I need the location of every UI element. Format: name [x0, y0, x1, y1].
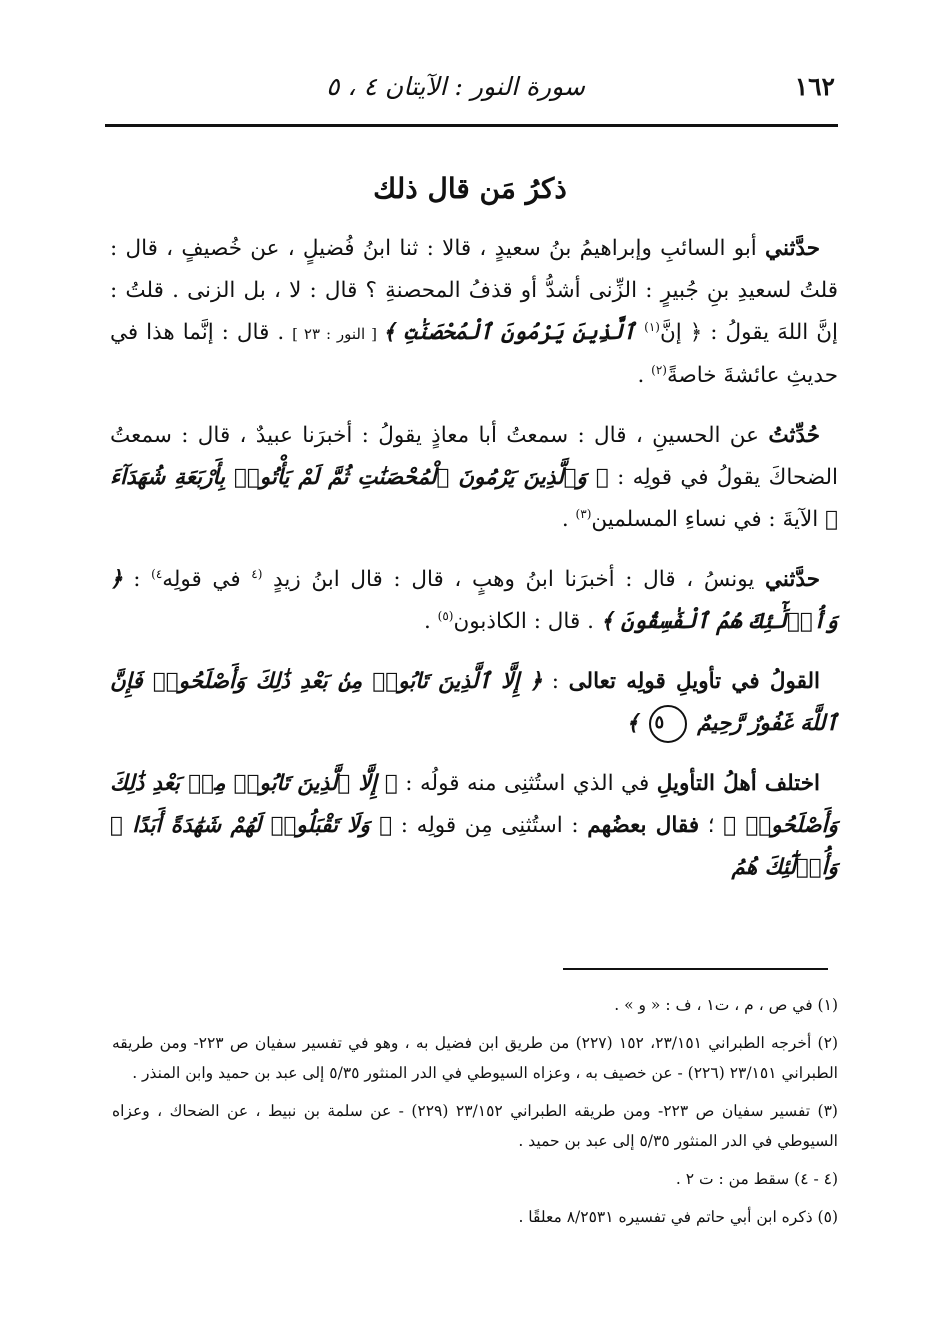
footnote-marker: (٥): [437, 608, 454, 623]
footnote-marker: (١): [644, 319, 660, 334]
paragraph-lead: حدَّثني: [765, 567, 820, 592]
paragraph-text: . قال : الكاذبون: [453, 609, 601, 634]
running-title: سورة النور : الآيتان ٤ ، ٥: [326, 72, 585, 101]
ayah-number-marker: ٥: [649, 705, 687, 743]
section-title: ذكرُ مَن قال ذلك: [373, 172, 567, 205]
paragraph-text: يونسُ ، قال : أخبرَنا ابنُ وهبٍ ، قال : قال ابنُ زيدٍ: [262, 567, 766, 592]
paragraph-text: : استُثنِى مِن قولِه :: [392, 813, 588, 838]
footnote-rule: [563, 968, 828, 970]
paragraph-text: في الذي استُثنِى منه قولُه :: [397, 771, 657, 796]
paragraph-4: [110, 661, 838, 745]
footnote: (١) في ص ، م ، ت١ ، ف : « و » .: [614, 996, 838, 1014]
paragraph-3: [110, 559, 838, 643]
paragraph-1: [110, 228, 838, 397]
main-text: [110, 228, 838, 907]
paragraph-text: في قولِه: [162, 567, 252, 592]
paragraph-lead: القولُ في تأويلِ قولِه تعالى: [568, 669, 820, 694]
footnote-marker: (٣): [575, 506, 592, 521]
footnotes: [112, 990, 838, 1240]
paragraph-text: ؛: [699, 813, 724, 838]
quran-quote: ﴿ إِلَّا ٱلَّذِينَ تَابُوا۟ مِنۢ بَعْدِ ذَٰلِكَ وَأَصْلَحُوا۟ فَإِنَّ ٱللَّهَ غَفُورٌ رَّحِيمٌ: [110, 669, 838, 736]
quran-quote: ٱلَّذِينَ يَرْمُونَ ٱلْمُحْصَنَٰتِ ﴾: [382, 320, 645, 345]
paragraph-text: :: [122, 567, 152, 592]
footnote: (٣) تفسير سفيان ص ٢٢٣- ومن طريقه الطبراني ٢٣/١٥٢ (٢٢٩) - عن سلمة بن نبيط ، عن الضحاك ، وعزاه السيوطي في الدر المنثور ٥/٣٥ إلى عبد بن حميد .: [112, 1102, 838, 1150]
quran-quote: ﴿ وَأُو۟لَٰٓئِكَ هُمُ ٱلْفَٰسِقُونَ ﴾: [110, 567, 838, 634]
footnote-marker: (٤: [251, 566, 263, 581]
page-number: ١٦٢: [794, 72, 835, 101]
paragraph-text: :: [542, 669, 569, 694]
paragraph-lead: حُدِّثتُ: [768, 423, 820, 448]
paragraph-text: .: [637, 363, 652, 388]
paragraph-text: .: [423, 609, 438, 634]
paragraph-text: الآيةَ : في نساءِ المسلمين: [591, 507, 826, 532]
paragraph-text: .: [561, 507, 576, 532]
paragraph-lead: فقال بعضُهم: [587, 813, 700, 838]
footnote: (٢) أخرجه الطبراني ٢٣/١٥١، ١٥٢ (٢٢٧) من طريق ابن فضيل به ، وهو في تفسير سفيان ص ٢٢٣- ومن طريقه الطبراني ٢٣/١٥١ (٢٢٦) - عن خصيف به ، وعزاه السيوطي في الدر المنثور ٥/٣٥ إلى عبد بن حميد وابن المنذر .: [112, 1034, 838, 1082]
paragraph-text: عن الحسينِ ، قال : سمعتُ أبا معاذٍ يقولُ : أخبرَنا عبيدٌ ، قال : سمعتُ الضحاكَ يقولُ في قولِه :: [110, 423, 838, 490]
paragraph-text: . قال : إنَّما هذا في حديثِ عائشةَ خاصةً: [110, 320, 838, 388]
paragraph-lead: اختلف أهلُ التأويلِ: [656, 771, 820, 796]
footnote: (٥) ذكره ابن أبي حاتم في تفسيره ٨/٢٥٣١ معلقًا .: [518, 1208, 838, 1226]
paragraph-text: أبو السائبِ وإبراهيمُ بنُ سعيدٍ ، قالا : ثنا ابنُ فُضيلٍ ، عن خُصيفٍ ، قال : قلتُ لسعيدِ بنِ جُبيرٍ : الزِّنى أشدُّ أو قذفُ المحصنةِ ؟ قال : لا ، بل الزنى . قلتُ : إنَّ اللهَ يقولُ : ﴿ إنَّ: [110, 236, 838, 345]
footnote-marker: (٢): [651, 362, 667, 377]
verse-reference: [ النور : ٢٣ ]: [292, 325, 383, 343]
paragraph-lead: حدَّثني: [765, 236, 820, 261]
page-header: [105, 66, 835, 116]
paragraph-2: [110, 415, 838, 541]
quran-quote: ﴿ إِلَّا ٱلَّذِينَ تَابُوا۟ مِنۢ بَعْدِ ذَٰلِكَ وَأَصْلَحُوا۟ ﴾: [110, 771, 839, 838]
paragraph-5: [110, 763, 838, 889]
quran-quote-close: ﴾: [626, 711, 647, 736]
footnote-marker: ٤): [151, 566, 163, 581]
footnote: (٤ - ٤) سقط من : ت ٢ .: [675, 1170, 838, 1188]
header-rule: [105, 124, 838, 127]
quran-quote: ﴿ وَلَا تَقْبَلُوا۟ لَهُمْ شَهَٰدَةً أَبَدًا ۚ وَأُو۟لَٰٓئِكَ هُمُ: [110, 813, 838, 880]
quran-quote: ﴿ وَٱلَّذِينَ يَرْمُونَ ٱلْمُحْصَنَٰتِ ثُمَّ لَمْ يَأْتُوا۟ بِأَرْبَعَةِ شُهَدَآءَ ﴾: [110, 465, 838, 532]
